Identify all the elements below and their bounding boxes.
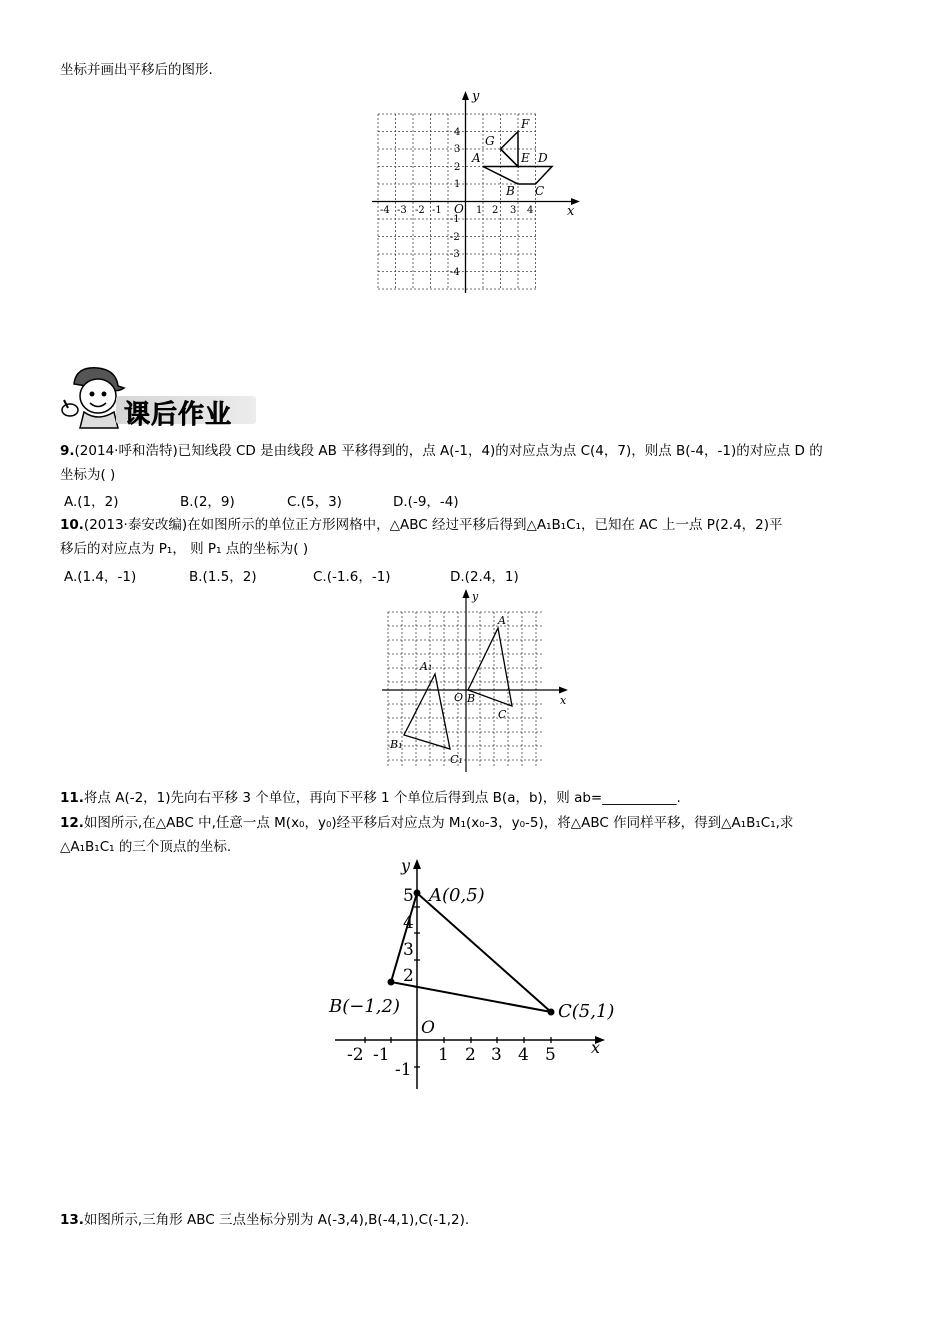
svg-text:-3: -3 [397,205,407,216]
svg-text:-2: -2 [415,205,425,216]
svg-text:5: 5 [545,1045,556,1065]
q10-option-d[interactable]: D.(2.4，1) [450,569,519,585]
svg-text:-3: -3 [450,249,460,260]
figure-3-x-ticks [347,1045,556,1065]
svg-text:5: 5 [403,886,414,906]
homework-banner [58,362,258,430]
question-9 [60,439,900,487]
figure-3-y-label: y [401,856,411,875]
figure-3-label-A: A(0,5) [429,885,485,906]
q10-option-a[interactable]: A.(1.4，-1) [64,569,137,585]
question-10-text-line2: 移后的对应点为 P₁， 则 P₁ 点的坐标为( ) [60,541,309,557]
figure-2-triangle-A1B1C1 [404,674,450,749]
svg-text:4: 4 [527,205,534,216]
question-9-number: 9. [60,443,75,459]
figure-3-point-C [548,1009,555,1016]
figure-2-point-B: B [467,692,476,705]
figure-1-x-label: x [567,204,575,219]
svg-text:-2: -2 [347,1045,364,1065]
figure-3-y-arrow [413,859,421,869]
svg-text:1: 1 [438,1045,449,1065]
figure-1-point-B: B [506,184,515,198]
question-12-text-line2: △A₁B₁C₁ 的三个顶点的坐标. [60,839,232,855]
svg-text:2: 2 [465,1045,476,1065]
figure-3-triangle-plot [325,855,625,1095]
figure-2-y-arrow [463,589,470,598]
svg-text:-1: -1 [395,1060,412,1080]
figure-2-y-label: y [472,590,479,603]
q10-option-c[interactable]: C.(-1.6，-1) [313,569,391,585]
svg-text:1: 1 [454,179,461,190]
figure-1-y-arrow [462,91,469,100]
figure-1-point-F: F [521,117,530,131]
svg-text:1: 1 [476,205,483,216]
question-11-text: 将点 A(-2，1)先向右平移 3 个单位，再向下平移 1 个单位后得到点 B(a，b)，则 ab=___________. [83,790,681,806]
figure-2-point-A: A [498,614,506,627]
banner-title: 课后作业 [124,400,233,430]
figure-3-x-label: x [591,1038,601,1057]
figure-3-label-C: C(5,1) [558,1001,615,1022]
svg-text:4: 4 [403,913,414,933]
svg-text:-1: -1 [432,205,442,216]
figure-1-segment-GE [501,149,519,167]
figure-1-origin: O [454,202,464,216]
figure-1-point-C: C [535,184,545,198]
figure-3-point-A [414,890,421,897]
figure-2-point-B1: B₁ [390,738,403,751]
figure-3-point-B [388,979,395,986]
svg-text:2: 2 [454,162,461,173]
question-10 [60,513,900,561]
figure-1-point-E: E [521,151,530,165]
svg-text:3: 3 [510,205,517,216]
question-9-text-line2: 坐标为( ) [60,467,116,483]
svg-text:-1: -1 [450,214,460,225]
figure-1-point-D: D [538,151,548,165]
figure-1-grid-plot [370,88,590,294]
q9-option-b[interactable]: B.(2，9) [180,494,235,510]
figure-2-point-C: C [498,708,507,721]
figure-2-x-arrow [559,687,568,694]
figure-1-y-label: y [472,89,480,104]
svg-text:-4: -4 [380,205,390,216]
figure-2-x-label: x [560,694,567,707]
question-10-text-line1: (2013·泰安改编)在如图所示的单位正方形网格中，△ABC 经过平移后得到△A₁B₁C₁，已知在 AC 上一点 P(2.4，2)平 [83,517,783,533]
svg-text:3: 3 [403,940,414,960]
figure-2-point-C1: C₁ [450,753,463,766]
question-9-options [64,490,459,510]
q9-option-c[interactable]: C.(5，3) [287,494,342,510]
question-9-text-line1: (2014·呼和浩特)已知线段 CD 是由线段 AB 平移得到的，点 A(-1，4)的对应点为点 C(4，7)，则点 B(-4，-1)的对应点 D 的 [74,443,823,459]
svg-text:-1: -1 [373,1045,390,1065]
question-11 [60,786,900,810]
svg-text:-4: -4 [450,267,460,278]
figure-3-triangle-ABC [391,893,551,1012]
figure-1-quadrilateral-ABCD [483,167,552,185]
svg-text:4: 4 [454,127,461,138]
question-13-text: 如图所示,三角形 ABC 三点坐标分别为 A(-3,4),B(-4,1),C(-1,2). [83,1212,470,1228]
question-12-number: 12. [60,815,84,831]
question-13 [60,1208,900,1232]
svg-text:-2: -2 [450,232,460,243]
figure-1-point-G: G [485,134,495,148]
intro-line: 坐标并画出平移后的图形. [60,62,213,78]
figure-2-grid-plot [380,588,576,772]
question-12-text-line1: 如图所示,在△ABC 中,任意一点 M(x₀，y₀)经平移后对应点为 M₁(x₀-3，y₀-5)，将△ABC 作同样平移，得到△A₁B₁C₁,求 [83,815,794,831]
q9-option-a[interactable]: A.(1，2) [64,494,119,510]
svg-text:3: 3 [454,144,461,155]
question-10-options [64,565,519,585]
question-11-number: 11. [60,790,84,806]
question-10-number: 10. [60,517,84,533]
q10-option-b[interactable]: B.(1.5，2) [189,569,257,585]
q9-option-d[interactable]: D.(-9，-4) [393,494,459,510]
figure-2-origin: O [454,691,464,704]
question-13-number: 13. [60,1212,84,1228]
svg-text:2: 2 [403,966,414,986]
figure-2-point-A1: A₁ [420,660,433,673]
svg-text:4: 4 [518,1045,529,1065]
figure-3-origin: O [421,1018,435,1038]
svg-text:2: 2 [492,205,499,216]
figure-3-label-B: B(−1,2) [329,996,400,1017]
question-12 [60,811,900,859]
figure-1-point-A: A [472,151,481,165]
svg-text:3: 3 [491,1045,502,1065]
